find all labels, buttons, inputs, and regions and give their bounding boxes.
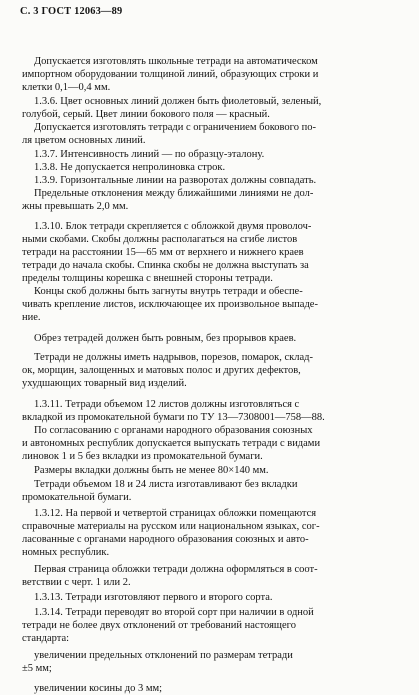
text-line: 1.3.14. Тетради переводят во второй сорт при наличии в одной xyxy=(34,607,314,618)
text-line: ласованные с органами народного образования союзных и авто- xyxy=(22,534,309,545)
text-line: Допускается изготовлять школьные тетради на автоматическом xyxy=(34,56,318,67)
text-line: промокательной бумаги. xyxy=(22,492,132,503)
text-line: Тетради объемом 18 и 24 листа изготавливают без вкладки xyxy=(34,479,298,490)
text-line: увеличении косины до 3 мм; xyxy=(34,683,163,694)
text-line: жны превышать 2,0 мм. xyxy=(22,201,129,212)
text-line: клетки 0,1—0,4 мм. xyxy=(22,82,111,93)
text-line: и автономных республик допускается выпускать тетради с видами xyxy=(22,438,321,449)
text-line: 1.3.7. Интенсивность линий — по образцу-эталону. xyxy=(34,149,265,160)
text-line: ±5 мм; xyxy=(22,663,52,674)
text-line: Концы скоб должны быть загнуты внутрь тетради и обеспе- xyxy=(34,286,303,297)
text-line: Допускается изготовлять тетради с ограничением бокового по- xyxy=(34,122,316,133)
text-line: 1.3.12. На первой и четвертой страницах обложки помещаются xyxy=(34,508,317,519)
text-line: вкладкой из промокательной бумаги по ТУ 13—7308001—758—88. xyxy=(22,412,325,423)
text-line: 1.3.6. Цвет основных линий должен быть фиолетовый, зеленый, xyxy=(34,96,322,107)
text-line: номных республик. xyxy=(22,547,110,558)
text-line: 1.3.10. Блок тетради скрепляется с обложкой двумя проволоч- xyxy=(34,221,312,232)
text-line: ветствии с черт. 1 или 2. xyxy=(22,577,131,588)
page-header: С. 3 ГОСТ 12063—89 xyxy=(20,6,123,17)
text-line: тетради на расстоянии 15—65 мм от верхнего и нижнего краев xyxy=(22,247,304,258)
text-line: ухудшающих товарный вид изделий. xyxy=(22,378,187,389)
text-line: ля цветом основных линий. xyxy=(22,135,146,146)
text-line: Предельные отклонения между ближайшими линиями не дол- xyxy=(34,188,314,199)
text-line: Первая страница обложки тетради должна оформляться в соот- xyxy=(34,564,318,575)
text-line: По согласованию с органами народного образования союзных xyxy=(34,425,313,436)
text-line: Размеры вкладки должны быть не менее 80×140 мм. xyxy=(34,465,269,476)
text-line: Тетради не должны иметь надрывов, порезов, помарок, склад- xyxy=(34,352,313,363)
text-line: справочные материалы на русском или национальном языках, сог- xyxy=(22,521,320,532)
text-line: увеличении предельных отклонений по размерам тетради xyxy=(34,650,293,661)
text-line: 1.3.8. Не допускается непролиновка строк. xyxy=(34,162,226,173)
text-line: чивать крепление листов, исключающее их произвольное выпаде- xyxy=(22,299,318,310)
text-line: 1.3.11. Тетради объемом 12 листов должны изготовляться с xyxy=(34,399,300,410)
text-line: пределы толщины корешка с внешней стороны тетради. xyxy=(22,273,273,284)
text-line: ными скобами. Скобы должны располагаться на сгибе листов xyxy=(22,234,298,245)
text-line: импортном оборудовании толщиной линий, образующих строки и xyxy=(22,69,319,80)
text-line: ние. xyxy=(22,312,41,323)
text-line: линовок 1 и 5 без вкладки из промокательной бумаги. xyxy=(22,451,263,462)
text-line: Обрез тетрадей должен быть ровным, без прорывов краев. xyxy=(34,333,297,344)
text-line: тетради до начала скобы. Спинка скобы не должна выступать за xyxy=(22,260,309,271)
text-line: стандарта: xyxy=(22,633,70,644)
text-line: 1.3.13. Тетради изготовляют первого и второго сорта. xyxy=(34,592,273,603)
text-line: тетради не более двух отклонений от требований настоящего xyxy=(22,620,296,631)
text-line: ок, морщин, залощенных и матовых полос и других дефектов, xyxy=(22,365,301,376)
text-line: 1.3.9. Горизонтальные линии на разворотах должны совпадать. xyxy=(34,175,317,186)
text-line: голубой, серый. Цвет линии бокового поля — красный. xyxy=(22,109,270,120)
